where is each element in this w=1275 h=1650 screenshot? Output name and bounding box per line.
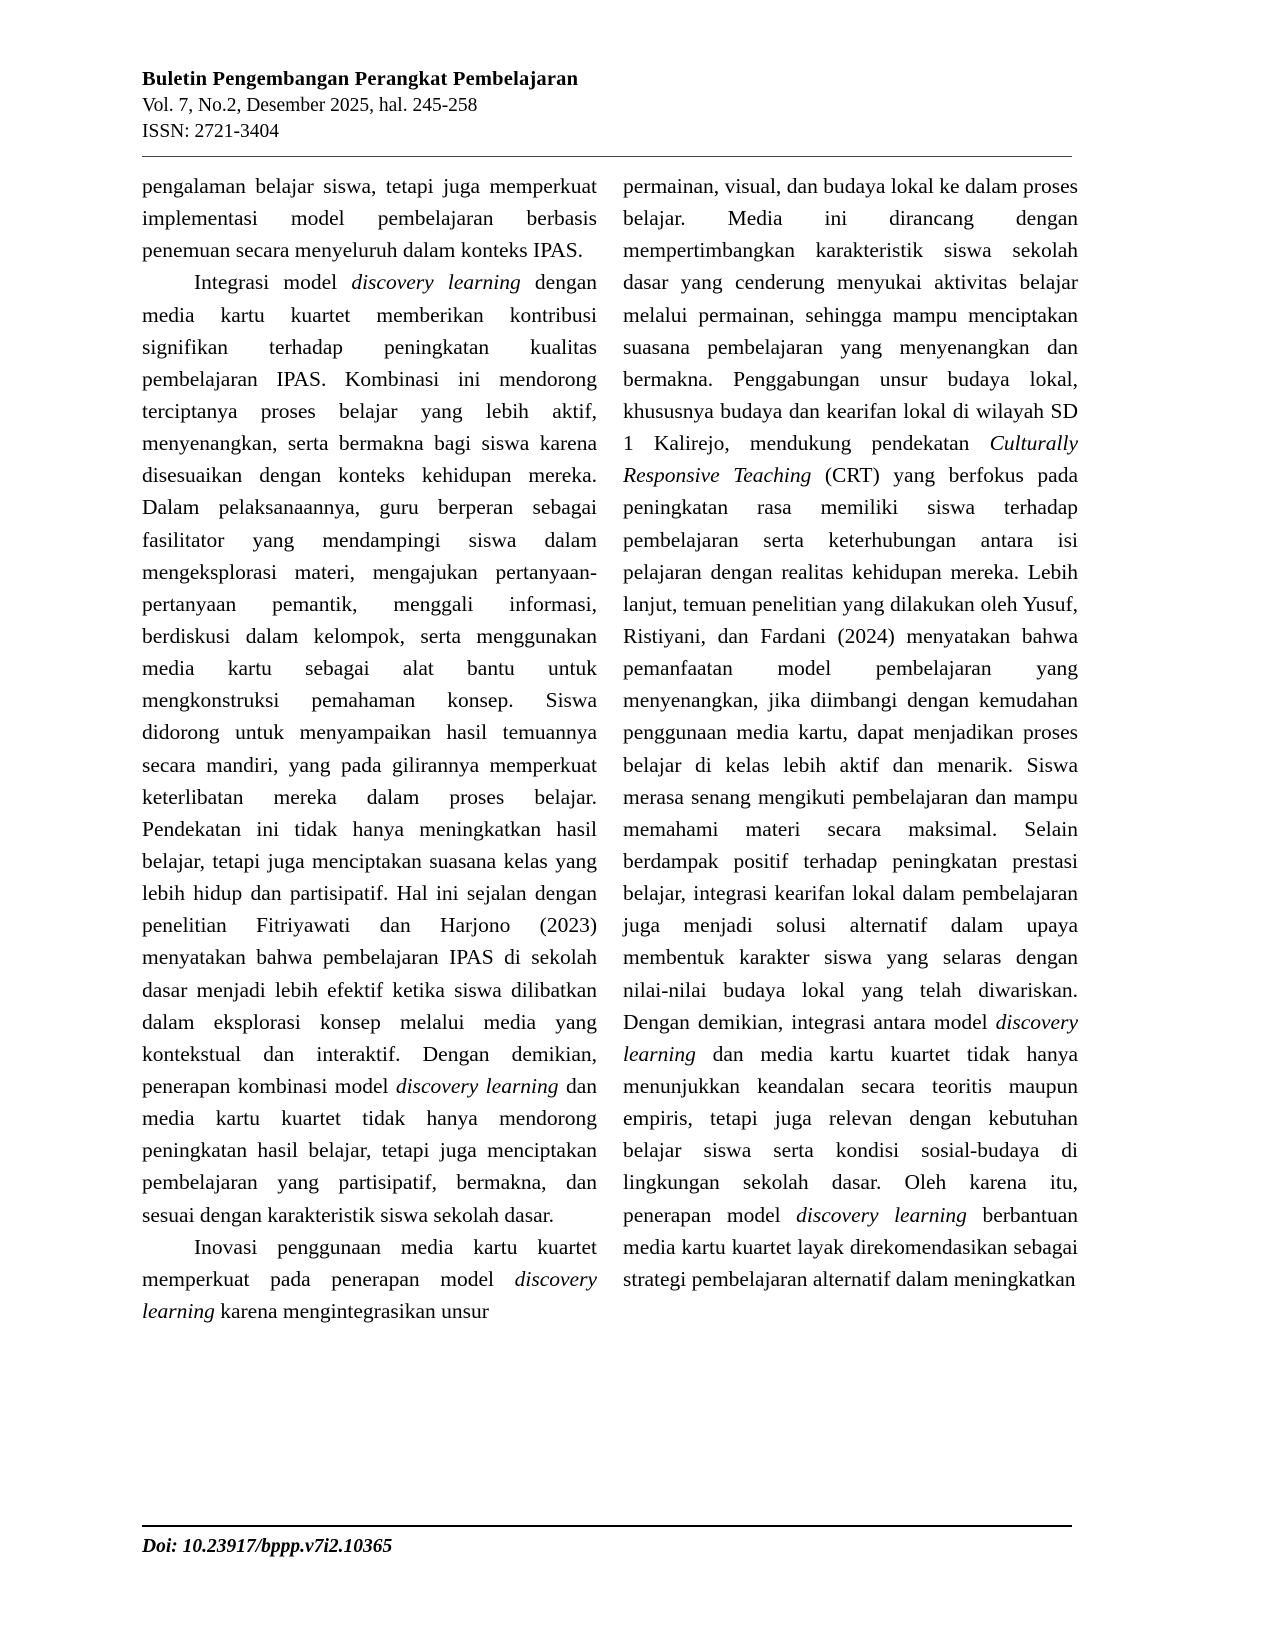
italic-term: Culturally Responsive Teaching [623,431,1078,488]
running-head [142,66,1072,146]
italic-term: discovery learning [395,1073,559,1098]
journal-title: Buletin Pengembangan Perangkat Pembelajaran [142,68,579,90]
paragraph-text: dan media kartu kuartet tidak hanya menunjukkan keandalan secara teoritis maupun empiris, tetapi juga relevan dengan kebutuhan belajar siswa serta kondisi sosial-budaya di lingkungan sekolah dasar. Oleh karena itu, penerapan model [623,1041,1078,1227]
paragraph-text: berbantuan media kartu kuartet layak direkomendasikan sebagai strategi pembelajaran alternatif dalam meningkatkan [623,1202,1078,1291]
paragraph-text: permainan, visual, dan budaya lokal ke dalam proses belajar. Media ini dirancang dengan mempertimbangkan karakteristik siswa sekolah dasar yang cenderung menyukai aktivitas belajar melalui permainan, sehingga mampu menciptakan suasana pembelajaran yang menyenangkan dan bermakna. Penggabungan unsur budaya lokal, khususnya budaya dan kearifan lokal di wilayah SD 1 Kalirejo, mendukung pendekatan [623,174,1078,456]
paragraph-continuation [142,170,597,266]
footer-divider [142,1525,1072,1527]
paragraph-text: Integrasi model [194,270,352,295]
body-columns [142,170,1078,1327]
journal-issue-line: Vol. 7, No.2, Desember 2025, hal. 245-258 [142,95,478,117]
italic-term: discovery learning [142,1266,597,1323]
left-column [142,170,597,1327]
paragraph-inovasi [142,1231,597,1327]
italic-term: discovery learning [351,270,521,295]
right-column [623,170,1078,1327]
paragraph-continuation [623,170,1078,1295]
header-divider [142,156,1072,157]
doi-text: Doi: 10.23917/bppp.v7i2.10365 [142,1536,393,1557]
paragraph-text: dan media kartu kuartet tidak hanya mendorong peningkatan hasil belajar, tetapi juga menciptakan pembelajaran yang partisipatif, bermakna, dan sesuai dengan karakteristik siswa sekolah dasar. [142,1073,597,1227]
paragraph-text: dengan media kartu kuartet memberikan kontribusi signifikan terhadap peningkatan kualitas pembelajaran IPAS. Kombinasi ini mendorong terciptanya proses belajar yang lebih aktif, menyenangkan, serta bermakna bagi siswa karena disesuaikan dengan konteks kehidupan mereka. Dalam pelaksanaannya, guru berperan sebagai fasilitator yang mendampingi siswa dalam mengeksplorasi materi, mengajukan pertanyaan-pertanyaan pemantik, menggali informasi, berdiskusi dalam kelompok, serta menggunakan media kartu sebagai alat bantu untuk mengkonstruksi pemahaman konsep. Siswa didorong untuk menyampaikan hasil temuannya secara mandiri, yang pada gilirannya memperkuat keterlibatan mereka dalam proses belajar. Pendekatan ini tidak hanya meningkatkan hasil belajar, tetapi juga menciptakan suasana kelas yang lebih hidup dan partisipatif. Hal ini sejalan dengan penelitian Fitriyawati dan Harjono (2023) menyatakan bahwa pembelajaran IPAS di sekolah dasar menjadi lebih efektif ketika siswa dilibatkan dalam eksplorasi konsep melalui media yang kontekstual dan interaktif. Dengan demikian, penerapan kombinasi model [142,270,597,1098]
paragraph-text: karena mengintegrasikan unsur [214,1298,489,1323]
paragraph-text: pengalaman belajar siswa, tetapi juga memperkuat implementasi model pembelajaran berbasis penemuan secara menyeluruh dalam konteks IPAS. [142,174,597,263]
paragraph-text: Inovasi penggunaan media kartu kuartet memperkuat pada penerapan model [142,1234,597,1291]
journal-issn-line: ISSN: 2721-3404 [142,121,280,143]
italic-term: discovery learning [796,1202,967,1227]
paragraph-integrasi [142,266,597,1230]
italic-term: discovery learning [623,1009,1078,1066]
paragraph-text: (CRT) yang berfokus pada peningkatan rasa memiliki siswa terhadap pembelajaran serta keterhubungan antara isi pelajaran dengan realitas kehidupan mereka. Lebih lanjut, temuan penelitian yang dilakukan oleh Yusuf, Ristiyani, dan Fardani (2024) menyatakan bahwa pemanfaatan model pembelajaran yang menyenangkan, jika diimbangi dengan kemudahan penggunaan media kartu, dapat menjadikan proses belajar di kelas lebih aktif dan menarik. Siswa merasa senang mengikuti pembelajaran dan mampu memahami materi secara maksimal. Selain berdampak positif terhadap peningkatan prestasi belajar, integrasi kearifan lokal dalam pembelajaran juga menjadi solusi alternatif dalam upaya membentuk karakter siswa yang selaras dengan nilai-nilai budaya lokal yang telah diwariskan. Dengan demikian, integrasi antara model [623,463,1079,1034]
